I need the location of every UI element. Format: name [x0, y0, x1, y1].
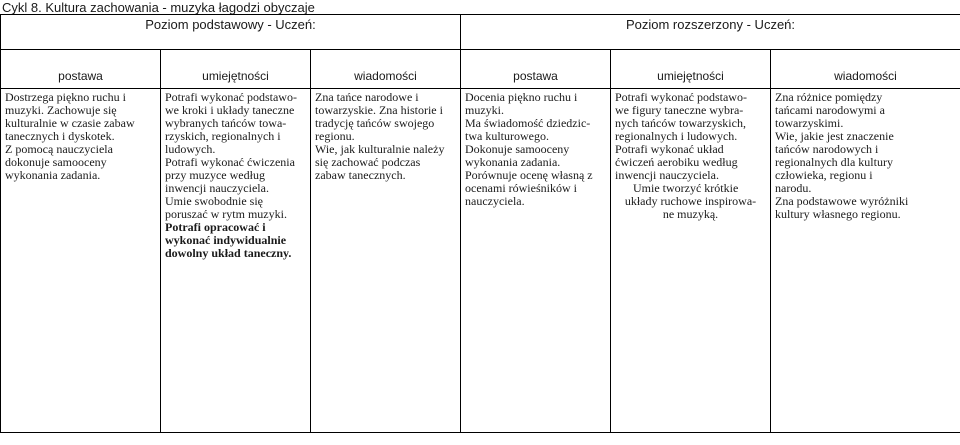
cell-line: Wie, jak kulturalnie należy [315, 142, 445, 156]
content-row [1, 89, 960, 433]
cell-line: Docenia piękno ruchu i [465, 90, 578, 104]
cell-line: towarzyskimi. [775, 116, 844, 130]
cell-line: muzyki. [465, 103, 504, 117]
cell-line: Porównuje ocenę własną z [465, 168, 593, 182]
cell-line: przy muzyce według [165, 168, 265, 182]
cell-line: Dostrzega piękno ruchu i [5, 90, 126, 104]
column-header: postawa [461, 50, 611, 89]
cell-line: inwencji nauczyciela. [615, 168, 719, 182]
cell-line: nych tańców towarzyskich, [615, 116, 746, 130]
cell-line: Zna tańce narodowe i [315, 90, 419, 104]
extended-attitude-cell [461, 89, 611, 433]
basic-skills-cell [161, 89, 311, 433]
cell-line: regionalnych dla kultury [775, 155, 893, 169]
cell-line: Z pomocą nauczyciela [5, 142, 113, 156]
column-header: umiejętności [611, 50, 771, 89]
cell-line: Potrafi wykonać podstawo- [615, 90, 747, 104]
cell-line: kultury własnego regionu. [775, 207, 901, 221]
cell-line: Zna różnice pomiędzy [775, 90, 883, 104]
cell-line: się zachować podczas [315, 155, 421, 169]
cell-line: dowolny układ taneczny. [165, 246, 292, 260]
cell-line: tradycję tańców swojego [315, 116, 435, 130]
cell-line: dokonuje samooceny [5, 155, 107, 169]
cell-line: kulturalnie w czasie zabaw [5, 116, 135, 130]
cell-line: regionu. [315, 129, 355, 143]
column-header-row [1, 50, 960, 89]
cell-line: poruszać w rytm muzyki. [165, 207, 287, 221]
requirements-table [0, 14, 960, 433]
cell-line: Potrafi wykonać podstawo- [165, 90, 297, 104]
cell-line: we figury taneczne wybra- [615, 103, 744, 117]
cell-line: ocenami rówieśników i [465, 181, 577, 195]
cell-line: tańcami narodowymi a [775, 103, 885, 117]
column-header: postawa [1, 50, 161, 89]
cell-line: tańców narodowych i [775, 142, 879, 156]
column-header: umiejętności [161, 50, 311, 89]
cell-line: we kroki i układy taneczne [165, 103, 295, 117]
cell-line: rzyskich, regionalnych i [165, 129, 281, 143]
cell-line: twa kulturowego. [465, 129, 549, 143]
cell-line: Umie tworzyć krótkie [633, 181, 739, 195]
basic-attitude-cell [1, 89, 161, 433]
cell-line: wykonania zadania. [5, 168, 101, 182]
cell-line: Potrafi opracować i [165, 220, 266, 234]
column-header: wiadomości [311, 50, 461, 89]
cell-line: regionalnych i ludowych. [615, 129, 738, 143]
cell-line: Dokonuje samooceny [465, 142, 570, 156]
cell-line: układy ruchowe inspirowa- [624, 194, 757, 208]
document-title: Cykl 8. Kultura zachowania - muzyka łagodzi obyczaje [2, 0, 315, 15]
extended-level-header: Poziom rozszerzony - Uczeń: [461, 15, 960, 50]
cell-line: towarzyskie. Zna historie i [315, 103, 443, 117]
cell-line: narodu. [775, 181, 812, 195]
cell-line: inwencji nauczyciela. [165, 181, 269, 195]
cell-line: wybranych tańców towa- [165, 116, 287, 130]
cell-line: tanecznych i dyskotek. [5, 129, 115, 143]
extended-knowledge-cell [771, 89, 960, 433]
cell-line: Potrafi wykonać ćwiczenia [165, 155, 295, 169]
cell-line: wykonania zadania. [465, 155, 561, 169]
cell-line: Zna podstawowe wyróżniki [775, 194, 909, 208]
cell-line: Potrafi wykonać układ [615, 142, 724, 156]
extended-skills-cell [611, 89, 771, 433]
cell-line: ne muzyką. [662, 207, 719, 221]
basic-knowledge-cell [311, 89, 461, 433]
level-header-row [1, 15, 960, 50]
cell-line: wykonać indywidualnie [165, 233, 287, 247]
cell-line: muzyki. Zachowuje się [5, 103, 117, 117]
cell-line: zabaw tanecznych. [315, 168, 406, 182]
basic-level-header: Poziom podstawowy - Uczeń: [1, 15, 461, 50]
column-header: wiadomości [771, 50, 960, 89]
cell-line: Ma świadomość dziedzic- [465, 116, 591, 130]
cell-line: Umie swobodnie się [165, 194, 263, 208]
cell-line: człowieka, regionu i [775, 168, 873, 182]
cell-line: nauczyciela. [465, 194, 525, 208]
cell-line: ludowych. [165, 142, 216, 156]
cell-line: Wie, jakie jest znaczenie [775, 129, 894, 143]
cell-line: ćwiczeń aerobiku według [615, 155, 738, 169]
